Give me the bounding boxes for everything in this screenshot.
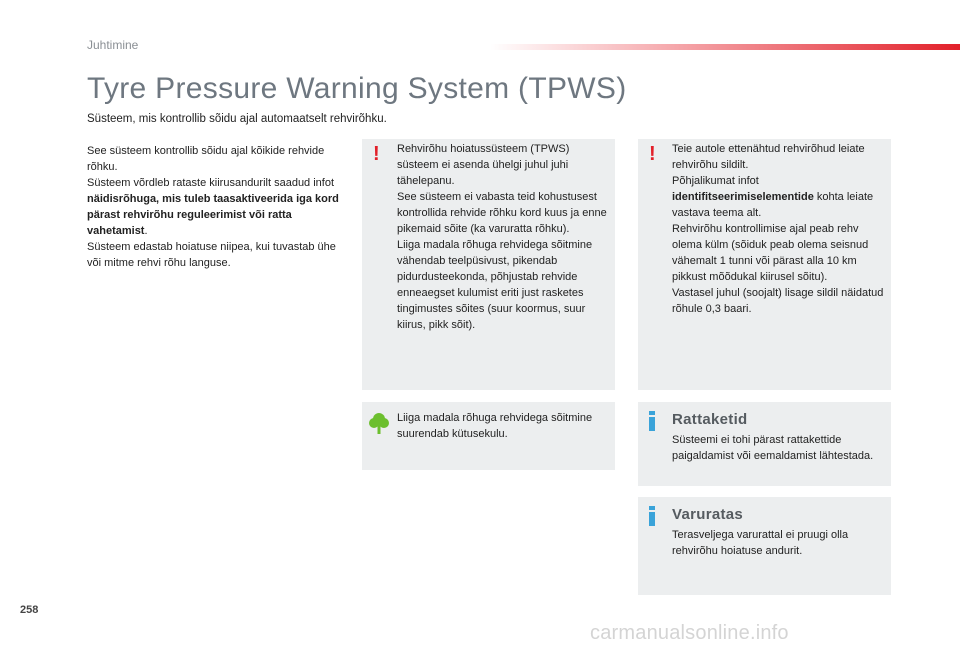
page-number: 258	[20, 604, 39, 616]
left-paragraph-2	[87, 175, 349, 239]
watermark: carmanualsonline.info	[590, 622, 789, 644]
info-box-spare-wheel-heading: Varuratas	[672, 506, 744, 523]
section-label: Juhtimine	[87, 38, 139, 52]
warning-1-paragraph-2: See süsteem ei vabasta teid kohustusest kontrollida rehvide rõhku kord kuus ja enne pikemaid sõite (ka varuratta rõhku).	[397, 191, 607, 235]
info-box-snow-chains-text: Süsteemi ei tohi pärast rattakettide paigaldamist või eemaldamist lähtestada.	[672, 434, 874, 462]
warning-2-paragraph-2	[672, 173, 887, 221]
warning-2-p2-bold: identifitseerimiselementide	[672, 191, 814, 203]
exclamation-warning-icon: !	[649, 143, 656, 165]
info-icon	[649, 506, 655, 526]
left-p2-end: .	[144, 225, 148, 237]
left-p2-bold: näidisrõhuga, mis tuleb taasaktiveerida iga kord pärast rehvirõhu reguleerimist või ratta vahetamist	[87, 193, 339, 237]
warning-1-paragraph-1: Rehvirõhu hoiatussüsteem (TPWS) süsteem ei asenda ühelgi juhul juhi tähelepanu.	[397, 143, 570, 187]
eco-tree-icon	[368, 411, 390, 435]
warning-2-paragraph-3: Rehvirõhu kontrollimise ajal peab rehv olema külm (sõiduk peab olema seisnud vähemalt 1 tunni või pärast alla 10 km pikkust mõõdukal kiirusel sõitu).	[672, 223, 869, 283]
info-box-spare-wheel-text: Terasveljega varurattal ei pruugi olla rehvirõhu hoiatuse andurit.	[672, 529, 849, 557]
info-box-snow-chains-heading: Rattaketid	[672, 411, 748, 428]
warning-1-paragraph-3: Liiga madala rõhuga rehvidega sõitmine vähendab teelpüsivust, pikendab pidurdusteekonda, põhjustab rehvide enneaegset kulumist eriti just rasketes tingimustes sõites (suur koormus, suur kiirus, pikk sõit).	[397, 239, 593, 331]
header-accent-bar	[490, 44, 960, 50]
left-p2-start: Süsteem võrdleb rataste kiirusandurilt saadud infot	[87, 177, 335, 189]
exclamation-warning-icon: !	[373, 143, 380, 165]
page-title: Tyre Pressure Warning System (TPWS)	[87, 72, 627, 105]
warning-2-p2-start: Põhjalikumat infot	[672, 175, 759, 187]
intro-text: Süsteem, mis kontrollib sõidu ajal automaatselt rehvirõhku.	[87, 113, 387, 125]
warning-2-paragraph-4: Vastasel juhul (soojalt) lisage sildil näidatud rõhule 0,3 baari.	[672, 287, 884, 315]
warning-2-paragraph-1: Teie autole ettenähtud rehvirõhud leiate rehvirõhu sildilt.	[672, 143, 865, 171]
warning-2-p2-end: kohta leiate vastava teema alt.	[672, 191, 874, 219]
info-icon	[649, 411, 655, 431]
warning-box-tpws-text	[397, 141, 611, 333]
left-paragraph-3: Süsteem edastab hoiatuse niipea, kui tuvastab ühe või mitme rehvi rõhu languse.	[87, 241, 336, 269]
left-paragraph-1: See süsteem kontrollib sõidu ajal kõikide rehvide rõhku.	[87, 145, 325, 173]
warning-box-pressure-label-text	[672, 141, 887, 317]
left-column	[87, 143, 349, 271]
eco-box-text: Liiga madala rõhuga rehvidega sõitmine suurendab kütusekulu.	[397, 412, 593, 440]
